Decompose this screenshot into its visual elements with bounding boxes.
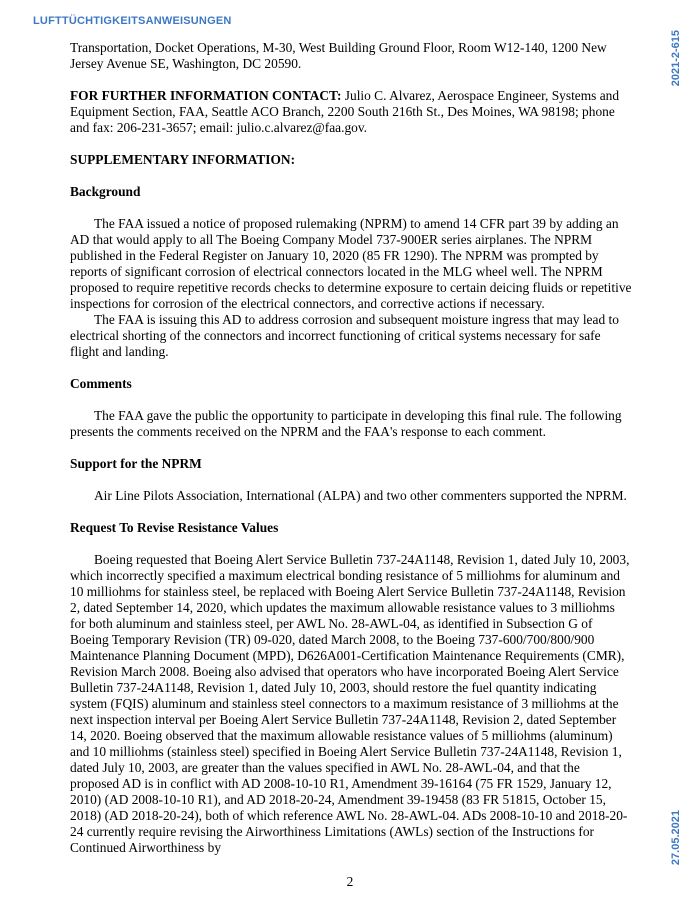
address-paragraph: Transportation, Docket Operations, M-30, West Building Ground Floor, Room W12-140, 1200 New Jersey Avenue SE, Washington, DC 20590. — [70, 40, 607, 71]
request-heading: Request To Revise Resistance Values — [70, 520, 279, 535]
contact-paragraph — [70, 88, 632, 136]
supplementary-heading: SUPPLEMENTARY INFORMATION: — [70, 152, 296, 167]
comments-heading: Comments — [70, 376, 132, 391]
contact-label: FOR FURTHER INFORMATION CONTACT: — [70, 88, 342, 103]
support-paragraph: Air Line Pilots Association, International (ALPA) and two other commenters supported the NPRM. — [94, 488, 627, 503]
background-heading: Background — [70, 184, 141, 199]
background-paragraph-1: The FAA issued a notice of proposed rulemaking (NPRM) to amend 14 CFR part 39 by adding an AD that would apply to all The Boeing Company Model 737-900ER series airplanes. The NPRM published in the Federal Register on January 10, 2020 (85 FR 1290). The NPRM was prompted by reports of significant corrosion of electrical connectors located in the MLG wheel well. The NPRM proposed to require repetitive records checks to determine exposure to certain deicing fluids or repetitive inspections for corrosion of the electrical connectors, and corrective actions if necessary. — [70, 216, 632, 311]
page-number: 2 — [346, 874, 354, 889]
request-paragraph: Boeing requested that Boeing Alert Service Bulletin 737-24A1148, Revision 1, dated July 10, 2003, which incorrectly specified a maximum electrical bonding resistance of 5 milliohms for aluminum and 10 milliohms for stainless steel, be replaced with Boeing Alert Service Bulletin 737-24A1148, Revision 2, dated September 14, 2020, which updates the maximum allowable resistance values to 3 milliohms for both aluminum and stainless steel, per AWL No. 28-AWL-04, as identified in Subsection G of Boeing Temporary Revision (TR) 09-020, dated March 2008, to the Boeing 737-600/700/800/900 Maintenance Planning Document (MPD), D626A001-Certification Maintenance Requirements (CMR), Revision March 2008. Boeing also advised that operators who have incorporated Boeing Alert Service Bulletin 737-24A1148, Revision 1, dated July 10, 2003, should restore the fuel quantity indicating system (FQIS) aluminum and stainless steel connectors to a maximum resistance of 3 milliohms at the next inspection interval per Boeing Alert Service Bulletin 737-24A1148, Revision 2, dated September 14, 2020. Boeing observed that the maximum allowable resistance values of 5 milliohms (aluminum) and 10 milliohms (stainless steel) specified in Boeing Alert Service Bulletin 737-24A1148, Revision 1, dated July 10, 2003, are greater than the values specified in AWL No. 28-AWL-04, and that the proposed AD is in conflict with AD 2008-10-10 R1, Amendment 39-16164 (75 FR 1529, January 12, 2010) (AD 2008-10-10 R1), and AD 2018-20-24, Amendment 39-19458 (83 FR 51815, October 15, 2018) (AD 2018-20-24), both of which reference AWL No. 28-AWL-04. ADs 2008-10-10 and 2018-20-24 currently require revising the Airworthiness Limitations (AWLs) section of the Instructions for Continued Airworthiness by — [70, 552, 630, 855]
document-body — [70, 40, 632, 872]
document-category-header: LUFTTÜCHTIGKEITSANWEISUNGEN — [33, 15, 232, 27]
contact-text: Julio C. Alvarez, Aerospace Engineer, Systems and Equipment Section, FAA, Seattle ACO Branch, 2200 South 216th St., Des Moines, WA 98198; phone and fax: 206-231-3657; email: julio.c.alvarez@faa.gov. — [70, 88, 620, 135]
support-heading: Support for the NPRM — [70, 456, 202, 471]
document-number-label: 2021-2-615 — [670, 30, 682, 87]
document-date-label: 27.05.2021 — [670, 810, 682, 866]
background-paragraph-2: The FAA is issuing this AD to address corrosion and subsequent moisture ingress that may lead to electrical shorting of the connectors and incorrect functioning of critical systems necessary for safe flight and landing. — [70, 312, 619, 359]
comments-paragraph: The FAA gave the public the opportunity to participate in developing this final rule. The following presents the comments received on the NPRM and the FAA's response to each comment. — [70, 408, 622, 439]
